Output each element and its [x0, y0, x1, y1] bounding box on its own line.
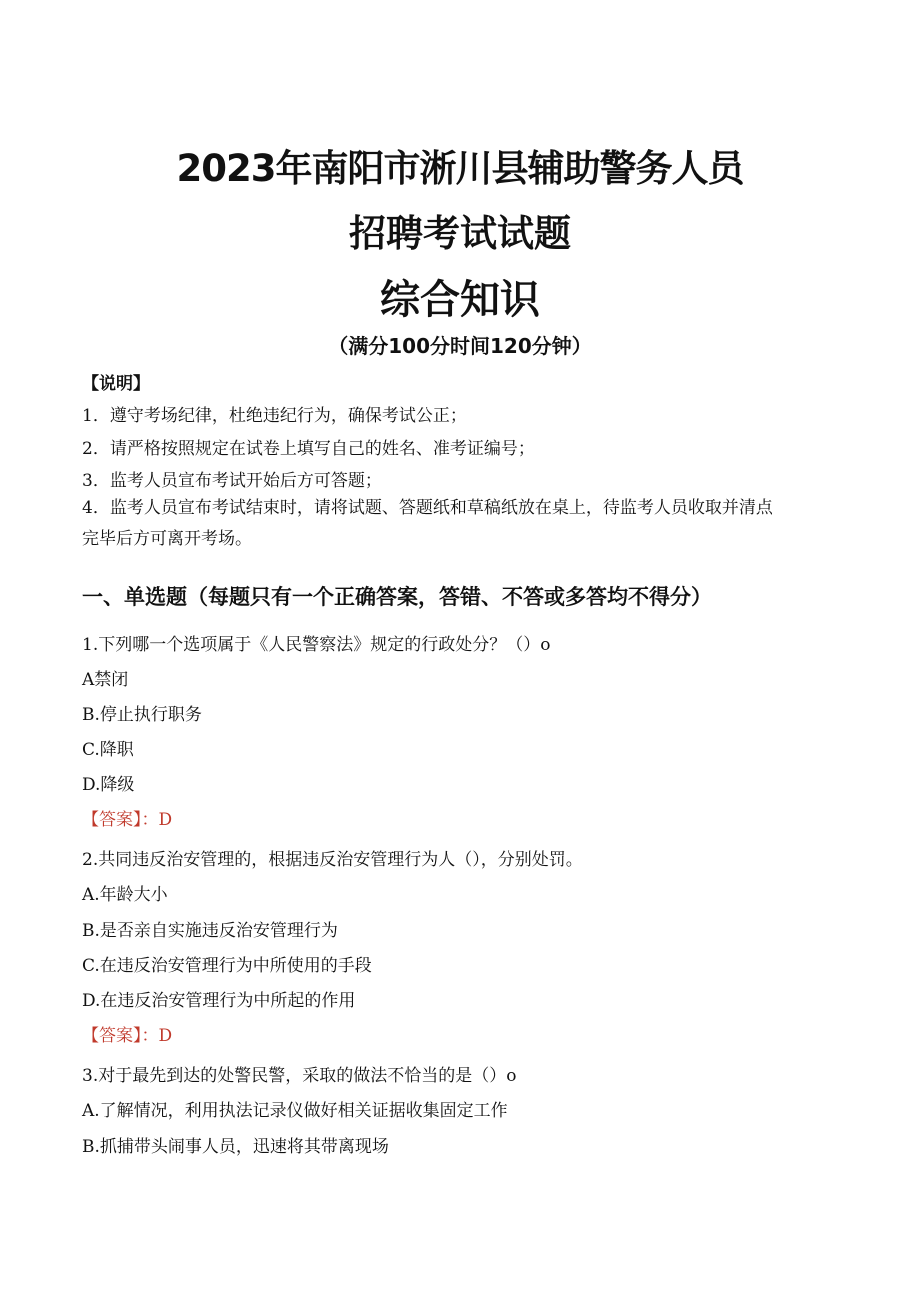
question-option: B.是否亲自实施违反治安管理行为	[82, 921, 338, 941]
question-option: D.在违反治安管理行为中所起的作用	[82, 991, 356, 1011]
instruction-item: 1．遵守考场纪律，杜绝违纪行为，确保考试公正；	[82, 406, 467, 426]
exam-title-line1: 2023年南阳市淅川县辅助警务人员	[176, 147, 744, 190]
section-heading: 一、单选题（每题只有一个正确答案，答错、不答或多答均不得分）	[82, 585, 712, 609]
instruction-item: 完毕后方可离开考场。	[82, 529, 252, 549]
question-option: A.年龄大小	[82, 885, 168, 905]
question-stem: 1.下列哪一个选项属于《人民警察法》规定的行政处分？（）o	[82, 635, 551, 655]
instruction-item: 3．监考人员宣布考试开始后方可答题；	[82, 471, 382, 491]
exam-subject: 综合知识	[380, 277, 540, 323]
instruction-item: 4．监考人员宣布考试结束时，请将试题、答题纸和草稿纸放在桌上，待监考人员收取并清点	[82, 498, 773, 518]
question-option: D.降级	[82, 775, 135, 795]
question-option: C.降职	[82, 740, 134, 760]
instruction-item: 2．请严格按照规定在试卷上填写自己的姓名、准考证编号；	[82, 439, 535, 459]
question-option: A禁闭	[82, 670, 129, 690]
answer-label: 【答案】：D	[82, 1026, 173, 1046]
question-option: B.停止执行职务	[82, 705, 202, 725]
instructions-heading: 【说明】	[82, 374, 150, 394]
question-option: B.抓捕带头闹事人员，迅速将其带离现场	[82, 1137, 389, 1157]
question-option: A.了解情况，利用执法记录仪做好相关证据收集固定工作	[82, 1101, 508, 1121]
question-stem: 2.共同违反治安管理的，根据违反治安管理行为人（），分别处罚。	[82, 850, 583, 870]
question-option: C.在违反治安管理行为中所使用的手段	[82, 956, 372, 976]
score-time-note: （满分100分时间120分钟）	[328, 334, 592, 358]
question-stem: 3.对于最先到达的处警民警，采取的做法不恰当的是（）o	[82, 1066, 517, 1086]
answer-label: 【答案】：D	[82, 810, 173, 830]
exam-title-line2: 招聘考试试题	[349, 212, 571, 255]
